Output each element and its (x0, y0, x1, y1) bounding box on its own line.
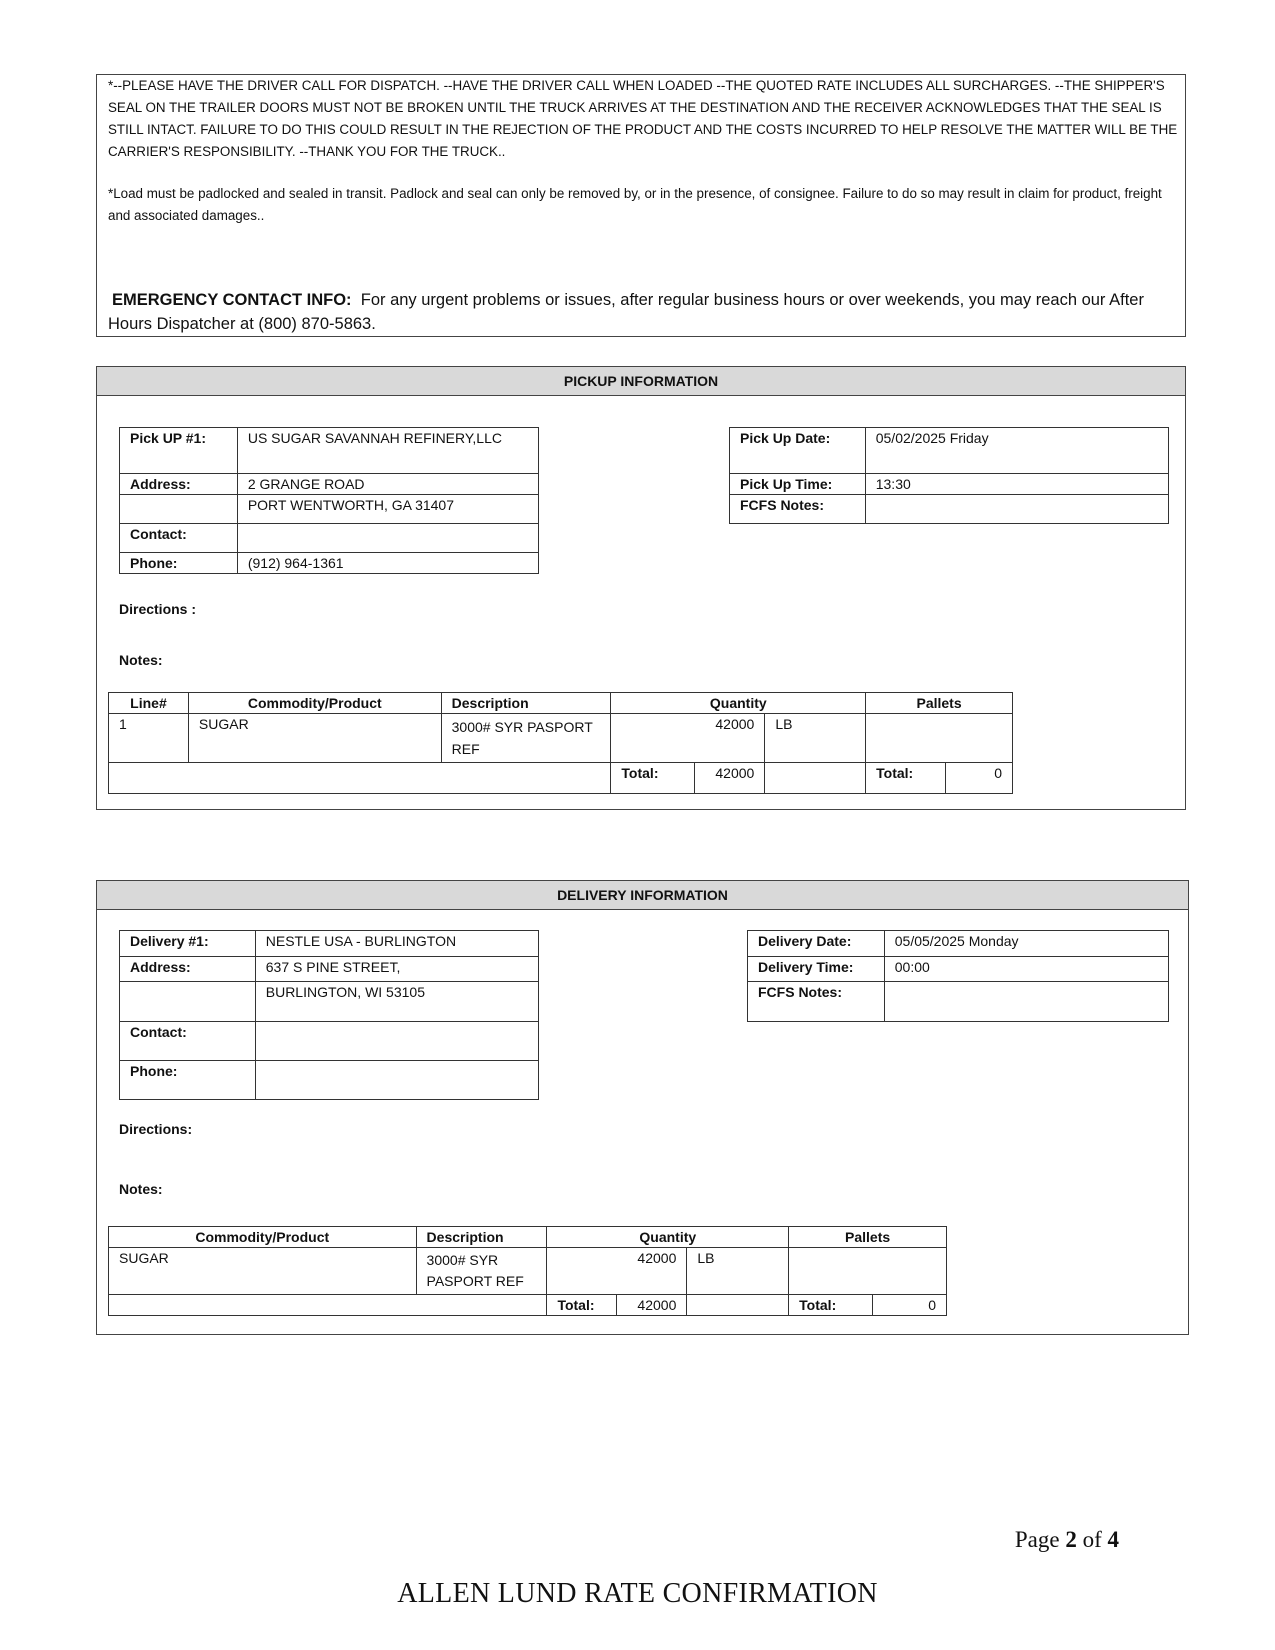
pickup-commodity-table (108, 692, 1013, 794)
pickup-time-value: 13:30 (865, 474, 1168, 495)
pickup-section (96, 366, 1186, 810)
col-description: Description (416, 1227, 547, 1248)
delivery-schedule-table (747, 930, 1169, 1022)
pickup-fcfs-value (865, 495, 1168, 524)
delivery-address-line2: BURLINGTON, WI 53105 (255, 982, 538, 1022)
delivery-stop-name: NESTLE USA - BURLINGTON (255, 931, 538, 957)
col-quantity: Quantity (547, 1227, 789, 1248)
pickup-stop-label: Pick UP #1: (120, 428, 238, 474)
pickup-notes-label: Notes: (119, 652, 163, 668)
document-title: ALLEN LUND RATE CONFIRMATION (397, 1578, 878, 1609)
delivery-commodity-table (108, 1226, 947, 1316)
pickup-stop-name: US SUGAR SAVANNAH REFINERY,LLC (237, 428, 538, 474)
delivery-section (96, 880, 1189, 1335)
row-commodity: SUGAR (109, 1248, 417, 1295)
pickup-fcfs-label: FCFS Notes: (730, 495, 866, 524)
row-description: 3000# SYR PASPORT REF (441, 714, 611, 763)
col-description: Description (441, 693, 611, 714)
delivery-time-value: 00:00 (884, 957, 1168, 982)
pickup-schedule-table (729, 427, 1169, 524)
pickup-address-label: Address: (120, 474, 238, 495)
pickup-address-line2: PORT WENTWORTH, GA 31407 (237, 495, 538, 524)
pickup-address-line1: 2 GRANGE ROAD (237, 474, 538, 495)
pickup-phone-label: Phone: (120, 553, 238, 574)
row-qty: 42000 (547, 1248, 687, 1295)
row-line: 1 (109, 714, 189, 763)
pickup-directions-label: Directions : (119, 601, 197, 617)
delivery-phone-label: Phone: (120, 1061, 256, 1100)
col-commodity: Commodity/Product (109, 1227, 417, 1248)
row-unit: LB (687, 1248, 789, 1295)
pickup-date-label: Pick Up Date: (730, 428, 866, 474)
page-total: 4 (1107, 1527, 1119, 1552)
emergency-label: EMERGENCY CONTACT INFO: (112, 291, 352, 309)
dispatch-note: *--PLEASE HAVE THE DRIVER CALL FOR DISPATCH. --HAVE THE DRIVER CALL WHEN LOADED --THE QUOTED RATE INCLUDES ALL SURCHARGES. --THE SHIPPER'S SEAL ON THE TRAILER DOORS MUST NOT BE BROKEN UNTIL THE TRUCK ARRIVES AT THE DESTINATION AND THE RECEIVER ACKNOWLEDGES THAT THE SEAL IS STILL INTACT. FAILURE TO DO THIS COULD RESULT IN THE REJECTION OF THE PRODUCT AND THE COSTS INCURRED TO HELP RESOLVE THE MATTER WILL BE THE CARRIER'S RESPONSIBILITY. --THANK YOU FOR THE TRUCK.. (108, 78, 1178, 159)
pickup-contact-value (237, 524, 538, 553)
notes-box (96, 74, 1186, 337)
pallets-total-label: Total: (789, 1295, 873, 1316)
row-qty: 42000 (611, 714, 765, 763)
empty-cell (765, 763, 866, 794)
col-pallets: Pallets (866, 693, 1013, 714)
col-pallets: Pallets (789, 1227, 947, 1248)
pickup-date-value: 05/02/2025 Friday (865, 428, 1168, 474)
pickup-stop-table (119, 427, 539, 574)
pickup-header: PICKUP INFORMATION (97, 367, 1185, 396)
total-label: Total: (611, 763, 695, 794)
total-label: Total: (547, 1295, 617, 1316)
col-quantity: Quantity (611, 693, 866, 714)
page-prefix: Page (1014, 1527, 1060, 1552)
pickup-contact-label: Contact: (120, 524, 238, 553)
total-qty: 42000 (695, 763, 765, 794)
delivery-contact-value (255, 1022, 538, 1061)
padlock-note: *Load must be padlocked and sealed in transit. Padlock and seal can only be removed by, or in the presence, of consignee. Failure to do so may result in claim for product, freight and associated damages.. (108, 186, 1162, 223)
row-pallets (866, 714, 1013, 763)
delivery-header: DELIVERY INFORMATION (97, 881, 1188, 910)
delivery-directions-label: Directions: (119, 1121, 193, 1137)
empty-cell (687, 1295, 789, 1316)
emergency-contact (108, 288, 1178, 336)
empty-cell (120, 495, 238, 524)
delivery-address-line1: 637 S PINE STREET, (255, 957, 538, 982)
delivery-phone-value (255, 1061, 538, 1100)
pallets-total-label: Total: (866, 763, 946, 794)
emergency-text: For any urgent problems or issues, after regular business hours or over weekends, you may reach our After Hours Dispatcher at (800) 870-5863. (108, 291, 1144, 333)
row-commodity: SUGAR (188, 714, 441, 763)
delivery-fcfs-label: FCFS Notes: (748, 982, 885, 1022)
pickup-phone-value: (912) 964-1361 (237, 553, 538, 574)
empty-cell (120, 982, 256, 1022)
total-qty: 42000 (617, 1295, 687, 1316)
pallets-total: 0 (946, 763, 1013, 794)
delivery-time-label: Delivery Time: (748, 957, 885, 982)
row-unit: LB (765, 714, 866, 763)
col-line: Line# (109, 693, 189, 714)
page-current: 2 (1065, 1527, 1077, 1552)
delivery-fcfs-value (884, 982, 1168, 1022)
empty-cell (109, 1295, 547, 1316)
page-number (1015, 1527, 1119, 1553)
pallets-total: 0 (873, 1295, 947, 1316)
delivery-address-label: Address: (120, 957, 256, 982)
delivery-stop-table (119, 930, 539, 1100)
delivery-notes-label: Notes: (119, 1181, 163, 1197)
delivery-date-label: Delivery Date: (748, 931, 885, 957)
row-description: 3000# SYR PASPORT REF (416, 1248, 547, 1295)
delivery-contact-label: Contact: (120, 1022, 256, 1061)
page-of: of (1082, 1527, 1102, 1552)
pickup-time-label: Pick Up Time: (730, 474, 866, 495)
delivery-date-value: 05/05/2025 Monday (884, 931, 1168, 957)
empty-cell (109, 763, 611, 794)
delivery-stop-label: Delivery #1: (120, 931, 256, 957)
col-commodity: Commodity/Product (188, 693, 441, 714)
row-pallets (789, 1248, 947, 1295)
